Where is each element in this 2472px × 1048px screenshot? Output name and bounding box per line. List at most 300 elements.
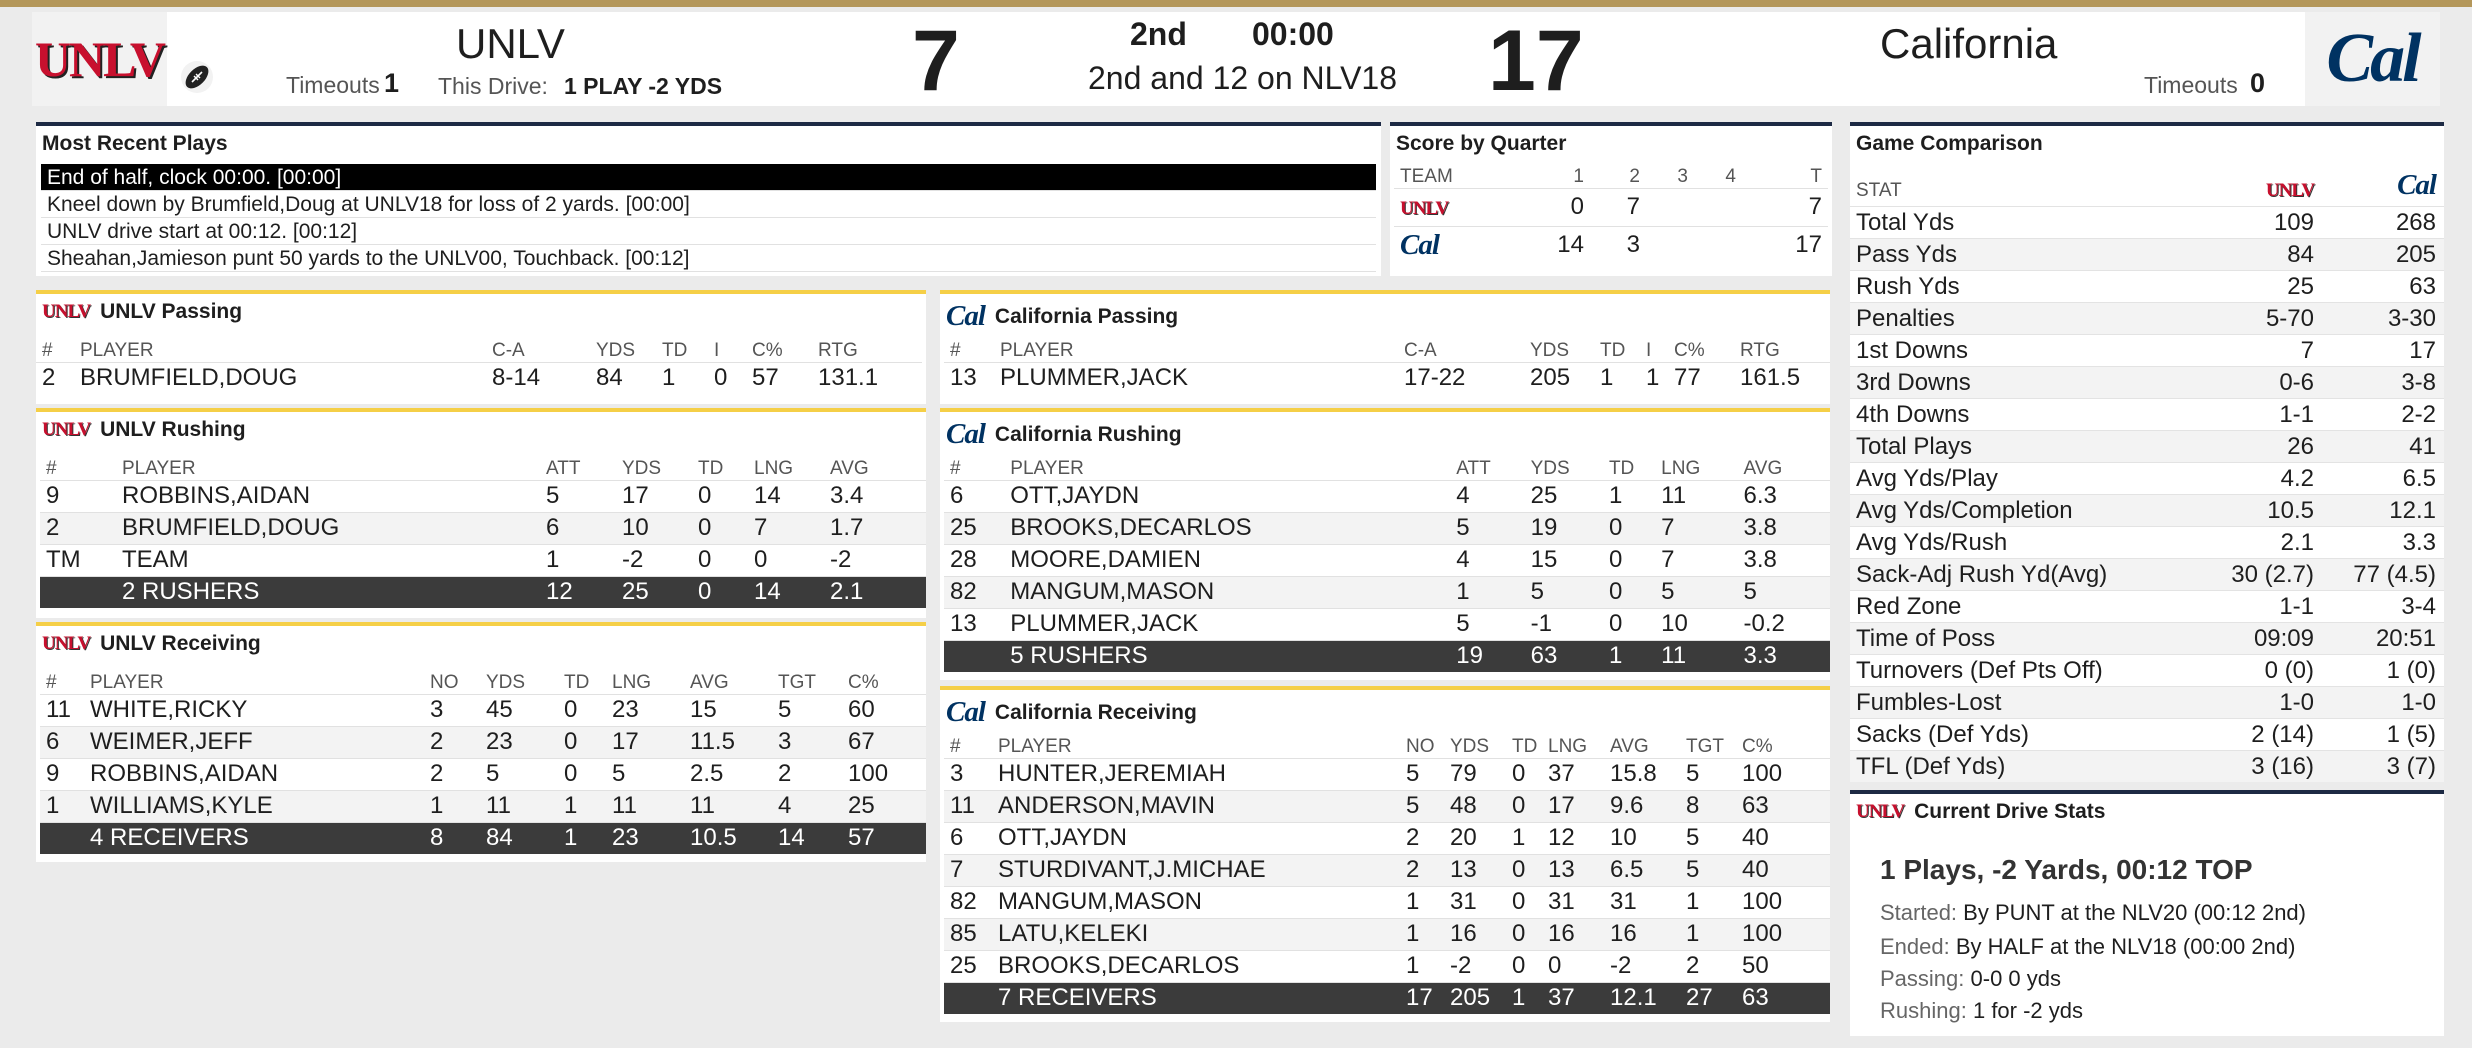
stat-cell: 1	[1406, 888, 1420, 915]
drive-detail-label: Passing:	[1880, 966, 1965, 991]
stat-cell: 13	[1542, 854, 1604, 886]
recent-plays-title: Most Recent Plays	[42, 132, 228, 155]
table-total-row	[944, 982, 1830, 1014]
column-header[interactable]: I	[714, 339, 720, 361]
recent-plays-panel	[36, 122, 1381, 276]
cal-receiving-table	[944, 728, 1830, 1014]
column-header[interactable]: AVG	[1743, 457, 1783, 479]
unlv-passing-panel	[36, 290, 926, 404]
column-header[interactable]: RTG	[818, 339, 858, 361]
comparison-cal-value: 77 (4.5)	[2353, 560, 2436, 588]
unlv-receiving-table	[40, 664, 926, 854]
stat-cell: -1	[1530, 610, 1552, 637]
column-header[interactable]: #	[46, 457, 57, 479]
top-accent-line	[0, 0, 2472, 7]
comparison-unlv-value: 84	[2287, 240, 2314, 268]
stat-cell: 2	[430, 760, 444, 787]
stat-cell: 100	[1736, 918, 1830, 950]
column-header[interactable]: #	[950, 457, 961, 479]
team-logo-cell	[1394, 188, 1534, 226]
comparison-cal-value: 20:51	[2375, 624, 2436, 652]
comparison-unlv-value: 2.1	[2280, 528, 2314, 556]
unlv-rushing-panel	[36, 408, 926, 618]
comparison-stat-name: Penalties	[1856, 304, 1955, 332]
cal-passing-title	[946, 300, 1178, 333]
stat-cell: 7	[748, 512, 824, 544]
total-cell: 10.5	[684, 822, 772, 854]
stat-cell: 1	[1450, 576, 1524, 608]
comparison-row	[1850, 494, 2444, 526]
player-name-cell[interactable]: TEAM	[122, 546, 189, 573]
quarter-score-cell	[1694, 226, 1742, 264]
total-cell: 84	[480, 822, 558, 854]
game-clock: 00:00	[1252, 16, 1334, 52]
stat-cell: 0	[564, 696, 578, 723]
stat-cell: 1	[1608, 482, 1623, 509]
player-name-cell[interactable]: WILLIAMS,KYLE	[84, 790, 424, 822]
column-header[interactable]: YDS	[486, 671, 526, 693]
stat-cell: 28	[950, 546, 977, 573]
player-name-cell[interactable]: MOORE,DAMIEN	[1010, 546, 1201, 573]
total-cell: 2 RUSHERS	[116, 576, 540, 608]
stat-cell: 5	[612, 760, 626, 787]
away-timeouts-label: Timeouts	[2144, 72, 2238, 98]
stat-cell: 10	[1661, 610, 1688, 637]
total-cell: 1	[1603, 640, 1655, 672]
stat-cell: 1	[1512, 824, 1526, 851]
stat-cell: 0	[692, 512, 748, 544]
stat-cell: 11	[606, 790, 684, 822]
cal-passing-title-text: California Passing	[994, 304, 1179, 328]
column-header[interactable]: AVG	[830, 457, 869, 479]
stat-cell: 0	[1608, 610, 1623, 637]
recent-play-item[interactable]: End of half, clock 00:00. [00:00]	[41, 164, 1376, 191]
stat-cell: 40	[1742, 824, 1769, 851]
comparison-cal-value: 1 (0)	[2386, 656, 2436, 684]
column-header[interactable]: TGT	[778, 671, 816, 693]
column-header[interactable]: TGT	[1686, 735, 1724, 757]
stat-cell: 0	[1603, 576, 1655, 608]
down-distance: 2nd and 12 on NLV18	[1088, 60, 1397, 96]
stat-cell: 11	[944, 790, 992, 822]
column-header[interactable]: TD	[1600, 339, 1626, 361]
stat-cell: -0.2	[1743, 610, 1785, 637]
table-row	[944, 854, 1830, 886]
comparison-cal-value: 2-2	[2401, 400, 2436, 428]
player-name-cell[interactable]: PLUMMER,JACK	[1000, 364, 1189, 392]
stat-cell: 67	[842, 726, 926, 758]
player-name-cell[interactable]: MANGUM,MASON	[1004, 576, 1450, 608]
stat-cell: 63	[1736, 790, 1830, 822]
total-cell	[40, 576, 116, 608]
quarter-score-cell: 14	[1557, 231, 1584, 259]
stat-cell: 31	[1548, 888, 1575, 915]
unlv-receiving-title	[42, 632, 261, 656]
stat-cell: 9	[46, 482, 60, 509]
stat-cell: 205	[1530, 364, 1571, 392]
comparison-cal-value: 63	[2409, 272, 2436, 300]
drive-unlv-logo: UNLV	[1856, 801, 1905, 822]
away-timeouts-value: 0	[2250, 68, 2266, 98]
quarter-header-cell: 2	[1629, 165, 1640, 187]
table-row	[944, 822, 1830, 854]
column-header[interactable]: C-A	[1404, 339, 1437, 361]
table-total-row	[40, 822, 926, 854]
table-row	[944, 790, 1830, 822]
drive-detail-line	[1880, 998, 2083, 1024]
drive-label: This Drive:	[438, 73, 548, 99]
cal-receiving-title-text: California Receiving	[994, 700, 1197, 724]
player-name-cell[interactable]: BRUMFIELD,DOUG	[80, 364, 298, 392]
column-header[interactable]: ATT	[546, 457, 581, 479]
comparison-cal-value: 1 (5)	[2386, 720, 2436, 748]
comparison-row	[1850, 302, 2444, 334]
total-cell	[40, 822, 84, 854]
total-cell: 8	[424, 822, 480, 854]
drive-detail-value: 1 for -2 yds	[1972, 998, 2084, 1023]
player-name-cell[interactable]: BROOKS,DECARLOS	[1004, 512, 1450, 544]
stat-cell: 5	[1655, 576, 1737, 608]
stat-cell: 0	[754, 546, 768, 573]
cal-passing-table	[944, 332, 1830, 394]
comparison-stat-name: 3rd Downs	[1856, 368, 1971, 396]
player-name-cell[interactable]: BRUMFIELD,DOUG	[116, 512, 540, 544]
table-header-row	[944, 332, 1830, 362]
quarter-score-cell	[1646, 188, 1694, 226]
table-header-row	[944, 450, 1830, 480]
player-name-cell[interactable]: HUNTER,JEREMIAH	[998, 760, 1227, 787]
home-team-name[interactable]: UNLV	[456, 20, 565, 67]
comparison-unlv-value: 1-1	[2279, 592, 2314, 620]
column-header[interactable]: #	[950, 735, 961, 757]
stat-cell: 5	[778, 696, 792, 723]
comparison-rows	[1850, 206, 2444, 782]
comparison-unlv-logo: UNLV	[2265, 180, 2314, 201]
comparison-cal-value: 3-30	[2387, 304, 2436, 332]
comparison-stat-name: Pass Yds	[1856, 240, 1957, 268]
player-name-cell[interactable]: LATU,KELEKI	[992, 918, 1400, 950]
stat-cell: 4	[1456, 546, 1470, 573]
column-header[interactable]: PLAYER	[80, 339, 154, 361]
table-row	[40, 726, 926, 758]
home-timeouts-label: Timeouts	[286, 72, 380, 98]
comparison-cal-value: 41	[2409, 432, 2436, 460]
stat-cell: 7	[1661, 546, 1675, 573]
stat-cell: 3	[430, 696, 444, 723]
comparison-unlv-value: 3 (16)	[2251, 752, 2314, 780]
stat-cell: 25	[950, 952, 977, 979]
score-by-quarter-row	[1394, 188, 1828, 226]
cal-rushing-title-text: California Rushing	[994, 422, 1182, 446]
column-header[interactable]: TD	[698, 457, 724, 479]
stat-cell: 9.6	[1604, 790, 1680, 822]
column-header[interactable]: TD	[1608, 457, 1635, 479]
stat-header: STAT	[1856, 180, 1902, 201]
stat-cell: 23	[480, 726, 558, 758]
table-row	[944, 886, 1830, 918]
stat-cell: 40	[1736, 854, 1830, 886]
player-name-cell[interactable]: ROBBINS,AIDAN	[122, 482, 311, 509]
player-name-cell[interactable]: MANGUM,MASON	[998, 888, 1202, 915]
stat-cell: 1	[1680, 918, 1736, 950]
stat-cell: 31	[1610, 888, 1637, 915]
unlv-rushing-title	[42, 418, 246, 442]
comparison-row	[1850, 622, 2444, 654]
comparison-cal-value: 1-0	[2401, 688, 2436, 716]
stat-cell: 2	[42, 364, 56, 392]
player-name-cell[interactable]: ANDERSON,MAVIN	[992, 790, 1400, 822]
stat-cell: 5	[546, 482, 560, 509]
stat-cell: 13	[1444, 854, 1506, 886]
stat-cell: 5	[1738, 576, 1830, 608]
column-header[interactable]: TD	[662, 339, 688, 361]
comparison-unlv-value: 5-70	[2265, 304, 2314, 332]
player-name-cell[interactable]: OTT,JAYDN	[998, 824, 1127, 851]
stat-cell: 1	[662, 364, 676, 392]
stat-cell: 31	[1450, 888, 1477, 915]
comparison-cal-value: 3-8	[2401, 368, 2436, 396]
column-header[interactable]: PLAYER	[998, 735, 1072, 757]
stat-cell: 0	[1506, 854, 1542, 886]
comparison-row	[1850, 718, 2444, 750]
column-header[interactable]: PLAYER	[1010, 457, 1084, 479]
column-header[interactable]: #	[46, 671, 57, 693]
stat-cell: 161.5	[1740, 364, 1801, 392]
stat-cell: 3.8	[1743, 546, 1777, 573]
game-comparison-title: Game Comparison	[1856, 132, 2043, 155]
table-row	[40, 694, 926, 726]
table-row	[40, 480, 926, 512]
stat-cell: 6	[540, 512, 616, 544]
stat-cell: 3	[950, 760, 964, 787]
column-header[interactable]: C%	[1742, 735, 1773, 757]
stat-cell: 100	[1742, 888, 1783, 915]
table-row	[944, 512, 1830, 544]
unlv-logo-small: UNLV	[1400, 198, 1449, 219]
quarter-score-cell: 7	[1626, 193, 1640, 220]
column-header[interactable]: AVG	[690, 671, 729, 693]
stat-cell: -2	[1450, 952, 1472, 979]
comparison-stat-name: Avg Yds/Rush	[1856, 528, 2008, 556]
comparison-row	[1850, 270, 2444, 302]
column-header[interactable]: NO	[1406, 735, 1435, 757]
quarter-score-cell: 3	[1626, 231, 1640, 259]
comparison-unlv-value: 0-6	[2279, 368, 2314, 396]
column-header[interactable]: C%	[848, 671, 879, 693]
column-header[interactable]: ATT	[1456, 457, 1491, 479]
column-header[interactable]: AVG	[1610, 735, 1649, 757]
table-row	[944, 576, 1830, 608]
stat-cell: 82	[944, 576, 1004, 608]
stat-cell: 5	[1525, 576, 1603, 608]
column-header[interactable]: YDS	[596, 339, 636, 361]
quarter: 2nd	[1130, 16, 1187, 52]
player-name-cell[interactable]: WHITE,RICKY	[90, 696, 248, 723]
unlv-receiving-logo: UNLV	[42, 633, 91, 654]
stat-cell: 0	[1603, 512, 1655, 544]
stat-cell: 12	[1548, 824, 1575, 851]
comparison-row	[1850, 206, 2444, 238]
comparison-row	[1850, 238, 2444, 270]
stat-cell: 2	[424, 726, 480, 758]
column-header[interactable]: #	[950, 339, 961, 361]
player-name-cell[interactable]: ROBBINS,AIDAN	[90, 760, 279, 787]
stat-cell: 37	[1548, 760, 1575, 787]
drive-detail-value: By PUNT at the NLV20 (00:12 2nd)	[1963, 900, 2306, 925]
stat-cell: 11	[480, 790, 558, 822]
away-score: 17	[1488, 13, 1584, 109]
stat-cell: 60	[848, 696, 875, 723]
column-header[interactable]: TD	[564, 671, 590, 693]
stat-cell: 7	[944, 854, 992, 886]
column-header[interactable]: PLAYER	[1000, 339, 1074, 361]
table-row	[944, 362, 1830, 394]
column-header[interactable]: LNG	[612, 671, 652, 693]
stat-cell: 9	[46, 760, 60, 787]
comparison-unlv-value: 26	[2287, 432, 2314, 460]
player-name-cell[interactable]: OTT,JAYDN	[1010, 482, 1140, 509]
column-header[interactable]: LNG	[1661, 457, 1701, 479]
column-header[interactable]: #	[42, 339, 53, 361]
column-header[interactable]: LNG	[754, 457, 794, 479]
comparison-header	[1850, 170, 2444, 202]
player-name-cell[interactable]: BROOKS,DECARLOS	[998, 952, 1240, 979]
player-name-cell[interactable]: STURDIVANT,J.MICHAE	[992, 854, 1400, 886]
total-cell: 63	[1736, 982, 1830, 1014]
cal-logo-small: Cal	[1400, 228, 1439, 261]
drive-value: 1 PLAY -2 YDS	[564, 73, 723, 99]
column-header[interactable]: C%	[752, 339, 783, 361]
stat-cell: 10	[616, 512, 692, 544]
stat-cell: 11	[1661, 482, 1687, 509]
stat-cell: 14	[754, 482, 781, 509]
recent-play-item[interactable]: Kneel down by Brumfield,Doug at UNLV18 for loss of 2 yards. [00:00]	[41, 191, 1376, 218]
table-header-row	[40, 450, 926, 480]
recent-play-item[interactable]: UNLV drive start at 00:12. [00:12]	[41, 218, 1376, 245]
stat-cell: 84	[596, 364, 623, 392]
drive-detail-line	[1880, 934, 2295, 960]
cal-passing-panel	[940, 290, 1830, 404]
table-row	[944, 544, 1830, 576]
comparison-row	[1850, 526, 2444, 558]
table-row	[944, 608, 1830, 640]
quarter-header-cell: TEAM	[1400, 165, 1453, 187]
player-name-cell[interactable]: WEIMER,JEFF	[84, 726, 424, 758]
stat-cell: 5	[1406, 760, 1420, 787]
column-header[interactable]: YDS	[1530, 457, 1570, 479]
stat-cell: 4	[1456, 482, 1470, 509]
cal-logo[interactable]: Cal	[2305, 12, 2440, 106]
comparison-cal-value: 12.1	[2389, 496, 2436, 524]
table-total-row	[944, 640, 1830, 672]
column-header[interactable]: PLAYER	[90, 671, 164, 693]
stat-cell: 8-14	[492, 364, 541, 392]
total-cell: 37	[1542, 982, 1604, 1014]
comparison-unlv-value: 1-1	[2279, 400, 2314, 428]
stat-cell: 25	[1530, 482, 1558, 509]
column-header[interactable]: YDS	[1450, 735, 1490, 757]
quarter-header-cell: T	[1810, 165, 1822, 187]
comparison-cal-value: 3.3	[2402, 528, 2436, 556]
player-name-cell[interactable]: PLUMMER,JACK	[1010, 610, 1199, 637]
stat-cell: 1	[546, 546, 560, 573]
comparison-cal-value: 6.5	[2402, 464, 2436, 492]
stat-cell: 5	[1450, 512, 1524, 544]
stat-cell: 0	[1512, 952, 1526, 979]
recent-plays-list	[41, 164, 1376, 272]
column-header[interactable]: YDS	[622, 457, 662, 479]
column-header[interactable]: LNG	[1548, 735, 1588, 757]
column-header[interactable]: RTG	[1740, 339, 1780, 361]
stat-cell: 7	[1655, 512, 1737, 544]
stat-cell: 0	[1506, 790, 1542, 822]
table-row	[944, 918, 1830, 950]
comparison-unlv-value: 4.2	[2280, 464, 2314, 492]
stat-cell: 5	[1686, 824, 1700, 851]
comparison-row	[1850, 654, 2444, 686]
quarter-score-cell: 0	[1570, 193, 1584, 220]
stat-cell: 6	[40, 726, 84, 758]
total-cell: 11	[1655, 640, 1737, 672]
comparison-unlv-value: 0 (0)	[2264, 656, 2314, 684]
stat-cell: 25	[842, 790, 926, 822]
cal-receiving-title	[946, 696, 1197, 729]
away-team-name[interactable]: California	[1880, 20, 2058, 67]
stat-cell: 0	[714, 364, 728, 392]
current-drive-panel	[1850, 790, 2444, 1036]
stat-cell: 17	[622, 482, 649, 509]
comparison-stat-name: Avg Yds/Completion	[1856, 496, 2073, 524]
recent-play-item[interactable]: Sheahan,Jamieson punt 50 yards to the UNLV00, Touchback. [00:12]	[41, 245, 1376, 272]
stat-cell: 13	[950, 610, 977, 637]
stat-cell: 8	[1680, 790, 1736, 822]
stat-cell: 1	[1646, 364, 1660, 392]
stat-cell: 0	[1506, 918, 1542, 950]
total-cell: 14	[748, 576, 824, 608]
total-cell: 2.1	[824, 576, 926, 608]
current-drive-title-text: Current Drive Stats	[1914, 800, 2106, 823]
column-header[interactable]: I	[1646, 339, 1652, 361]
stat-cell: 20	[1450, 824, 1477, 851]
cal-rushing-table	[944, 450, 1830, 672]
comparison-unlv-value: 09:09	[2253, 624, 2314, 652]
stat-cell: 1	[1686, 888, 1700, 915]
comparison-stat-name: Sack-Adj Rush Yd(Avg)	[1856, 560, 2108, 588]
stat-cell: 2	[1400, 854, 1444, 886]
comparison-unlv-value: 1-0	[2279, 688, 2314, 716]
total-cell: 63	[1525, 640, 1603, 672]
stat-cell: 0	[558, 726, 606, 758]
unlv-logo[interactable]: UNLV	[32, 12, 167, 106]
column-header[interactable]: YDS	[1530, 339, 1570, 361]
table-row	[944, 480, 1830, 512]
drive-detail-line	[1880, 900, 2306, 926]
unlv-passing-table	[36, 332, 922, 394]
column-header[interactable]: C-A	[492, 339, 525, 361]
stat-cell: 1	[1600, 364, 1614, 392]
stat-cell: 11	[46, 696, 71, 723]
scoreboard	[32, 12, 2440, 109]
total-cell: 57	[842, 822, 926, 854]
column-header[interactable]: NO	[430, 671, 459, 693]
column-header[interactable]: TD	[1512, 735, 1538, 757]
table-header-row	[40, 664, 926, 694]
stat-cell: 2	[1686, 952, 1700, 979]
column-header[interactable]: C%	[1674, 339, 1705, 361]
stat-cell: 1	[558, 790, 606, 822]
stat-cell: 2.5	[690, 760, 724, 787]
column-header[interactable]: PLAYER	[122, 457, 196, 479]
